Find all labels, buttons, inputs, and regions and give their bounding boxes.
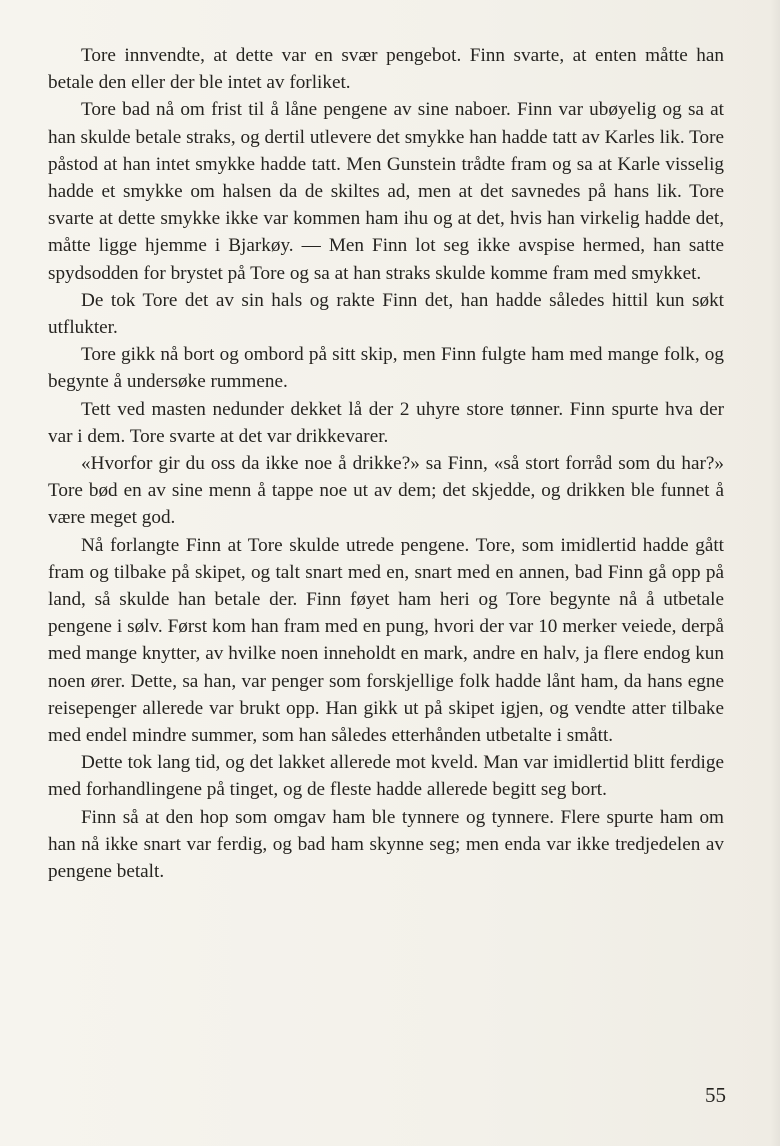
paragraph-6: «Hvorfor gir du oss da ikke noe å drikke?» sa Finn, «så stort forråd som du har?» Tore bød en av sine menn å tappe noe ut av dem; det skjedde, og drikken ble funnet å være meget god. [48, 453, 724, 529]
page-edge-shadow [770, 0, 780, 1146]
paragraph-1: Tore innvendte, at dette var en svær pengebot. Finn svarte, at enten måtte han betale den eller der ble intet av forliket. [48, 45, 724, 94]
paragraph-8: Dette tok lang tid, og det lakket allerede mot kveld. Man var imidlertid blitt ferdige med forhandlingene på tinget, og de fleste hadde allerede begitt seg bort. [48, 752, 724, 801]
paragraph-4: Tore gikk nå bort og ombord på sitt skip, men Finn fulgte ham med mange folk, og begynte å undersøke rummene. [48, 344, 724, 393]
paragraph-9: Finn så at den hop som omgav ham ble tynnere og tynnere. Flere spurte ham om han nå ikke snart var ferdig, og bad ham skynne seg; men enda var ikke tredjedelen av pengene betalt. [48, 806, 724, 883]
paragraph-3: De tok Tore det av sin hals og rakte Finn det, han hadde således hittil kun søkt utflukter. [48, 289, 724, 339]
paragraph-5: Tett ved masten nedunder dekket lå der 2 uhyre store tønner. Finn spurte hva der var i dem. Tore svarte at det var drikkevarer. [48, 398, 724, 447]
body-text [48, 42, 724, 885]
paragraph-2: Tore bad nå om frist til å låne pengene av sine naboer. Finn var ubøyelig og sa at han skulde betale straks, og dertil utlevere det smykke han hadde tatt av Karles lik. Tore påstod at han intet smykke hadde tatt. Men Gunstein trådte fram og sa at Karle visselig hadde et smykke om halsen da de skiltes ad, men at det savnedes på hans lik. Tore svarte at dette smykke ikke var kommen ham ihu og at det, hvis han virkelig hadde det, måtte ligge hjemme i Bjarkøy. — Men Finn lot seg ikke avspise hermed, han satte spydsodden for brystet på Tore og sa at han straks skulde komme fram med smykket. [48, 99, 724, 284]
page-number: 55 [705, 1083, 726, 1107]
paragraph-7: Nå forlangte Finn at Tore skulde utrede pengene. Tore, som imidlertid hadde gått fram og tilbake på skipet, og talt snart med en, snart med en annen, bad Finn gå opp på land, så skulde han betale der. Finn føyet ham heri og Tore begynte nå å utbetale pengene i sølv. Først kom han fram med en pung, hvori der var 10 merker veiede, derpå med mange knytter, av hvilke noen inneholdt en mark, andre en halv, ja flere endog kun noen ører. Dette, sa han, var penger som forskjellige folk hadde lånt ham, da hans egne reisepenger allerede var brukt opp. Han gikk ut på skipet igjen, og vendte atter tilbake med endel mindre summer, som han således etterhånden utbetalte i smått. [48, 534, 724, 747]
